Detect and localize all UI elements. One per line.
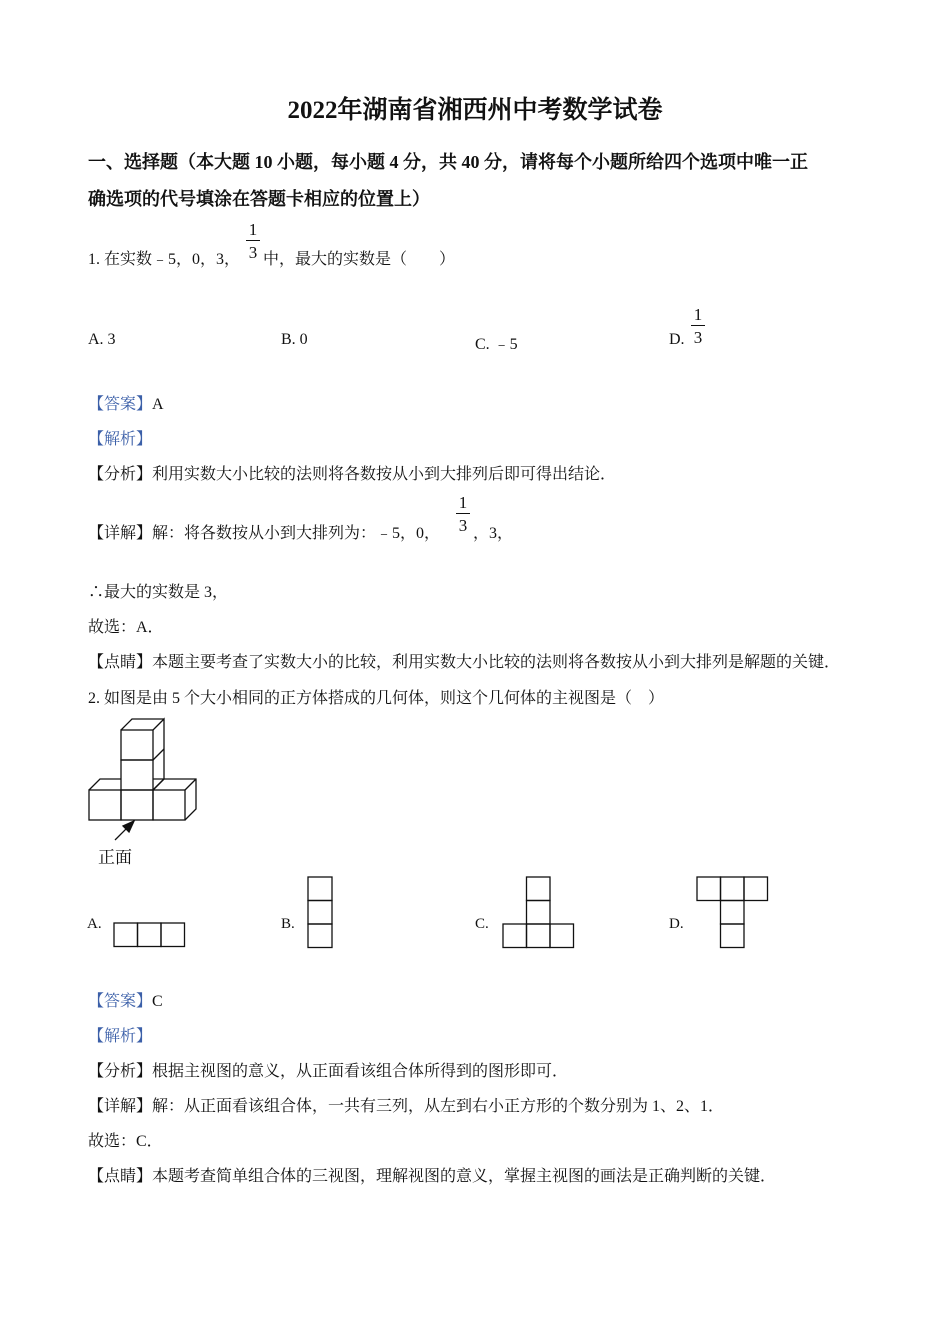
dianjing-tag: 【点睛】 — [88, 654, 153, 671]
section-heading-line2: 确选项的代号填涂在答题卡相应的位置上） — [88, 189, 430, 209]
q2-stem: 2. 如图是由 5 个大小相同的正方体搭成的几何体，则这个几何体的主视图是（ ） — [88, 690, 665, 707]
q1-option-a: A. 3 — [88, 331, 116, 348]
q2-option-a-label: A. — [87, 916, 102, 932]
q2-option-d-label: D. — [669, 916, 684, 932]
cube-face — [153, 790, 185, 820]
cube-edge — [89, 779, 121, 790]
q1-dianjing-line — [88, 649, 840, 672]
xiangjie-tag: 【详解】 — [88, 525, 153, 542]
fenxi-tag: 【分析】 — [88, 466, 153, 483]
xiangjie-text: 解：将各数按从小到大排列为：﹣5，0， — [152, 525, 441, 542]
q2-jiexi-tag: 【解析】 — [88, 1028, 153, 1045]
q2-option-b-label: B. — [281, 916, 295, 932]
dianjing-text: 本题考查简单组合体的三视图，理解视图的意义，掌握主视图的画法是正确判断的关键． — [152, 1168, 777, 1185]
q1-choose: 故选：A． — [88, 619, 164, 636]
q1-stem-before: 1. 在实数﹣5，0，3， — [88, 251, 241, 268]
q2-answer-line — [88, 988, 163, 1011]
front-label: 正面 — [98, 848, 132, 867]
cube-edge — [121, 719, 164, 730]
q1-fenxi-line — [88, 461, 616, 484]
fraction-denominator: 3 — [693, 328, 703, 347]
fraction-numerator: 1 — [248, 220, 258, 239]
cube-face — [121, 730, 153, 760]
cube-face — [89, 790, 121, 820]
q1-option-d-fraction — [691, 306, 705, 346]
dianjing-text: 本题主要考查了实数大小的比较，利用实数大小比较的法则将各数按从小到大排列是解题的关键． — [152, 654, 841, 671]
q2-fenxi-line — [88, 1058, 568, 1081]
xiangjie-text: 解：从正面看该组合体，一共有三列，从左到右小正方形的个数分别为 1、2、1． — [152, 1098, 725, 1115]
q1-answer-line — [88, 391, 164, 414]
q2-cube-figure — [88, 718, 200, 822]
fraction-numerator: 1 — [693, 305, 703, 324]
q2-dianjing-line — [88, 1163, 776, 1186]
cube-face — [121, 760, 153, 790]
answer-tag: 【答案】 — [88, 396, 153, 413]
dianjing-tag: 【点睛】 — [88, 1168, 153, 1185]
q2-option-d-figure — [696, 876, 769, 949]
q1-jiexi-tag: 【解析】 — [88, 431, 153, 448]
cube-face — [121, 790, 153, 820]
answer-tag: 【答案】 — [88, 993, 153, 1010]
q2-choose: 故选：C． — [88, 1133, 163, 1150]
cube-edge — [153, 749, 164, 760]
q1-option-b: B. 0 — [281, 331, 308, 348]
fenxi-text: 利用实数大小比较的法则将各数按从小到大排列后即可得出结论． — [152, 466, 617, 483]
fenxi-text: 根据主视图的意义，从正面看该组合体所得到的图形即可． — [152, 1063, 569, 1080]
q2-xiangjie-line — [88, 1093, 724, 1116]
fraction-denominator: 3 — [458, 516, 468, 535]
q1-xiangjie-after: ，3， — [473, 525, 514, 542]
answer-value: C — [152, 993, 163, 1010]
answer-value: A — [152, 396, 164, 413]
front-arrow-icon — [112, 820, 136, 842]
cube-edge — [185, 779, 196, 790]
fraction-denominator: 3 — [248, 243, 258, 262]
q1-conclusion: ∴最大的实数是 3， — [88, 584, 229, 601]
fenxi-tag: 【分析】 — [88, 1063, 153, 1080]
fraction-numerator: 1 — [458, 493, 468, 512]
page-title: 2022年湖南省湘西州中考数学试卷 — [287, 97, 663, 124]
q2-option-c-figure — [502, 876, 575, 949]
q1-stem-fraction — [246, 221, 260, 261]
xiangjie-tag: 【详解】 — [88, 1098, 153, 1115]
q1-xiangjie-line — [88, 520, 440, 543]
q1-option-d-label: D. — [669, 331, 685, 348]
section-heading-line1: 一、选择题（本大题 10 小题，每小题 4 分，共 40 分，请将每个小题所给四个选项中唯一正 — [88, 152, 808, 172]
q2-option-c-label: C. — [475, 916, 489, 932]
q2-option-a-figure — [113, 922, 186, 948]
q1-xiangjie-fraction — [456, 494, 470, 534]
q1-stem-after: 中，最大的实数是（ ） — [263, 251, 456, 268]
q2-option-b-figure — [307, 876, 334, 949]
q1-option-c: C. ﹣5 — [475, 336, 518, 353]
